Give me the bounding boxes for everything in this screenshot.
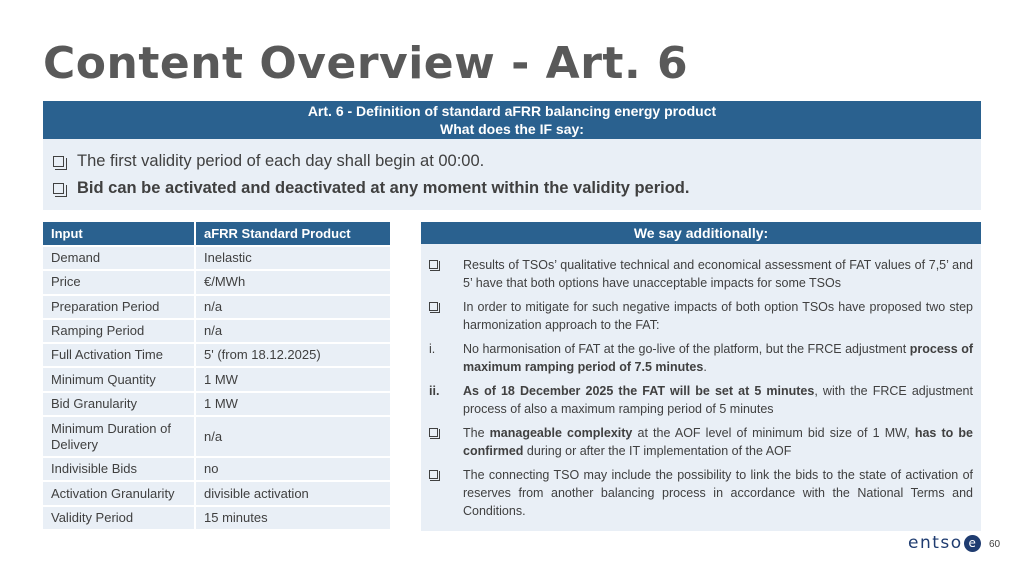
table-cell: n/a [195, 319, 390, 343]
list-item [429, 298, 973, 334]
list-item-text [463, 340, 973, 376]
table-row [43, 343, 390, 367]
entsoe-logo [908, 533, 981, 553]
text-span: , with the FRCE adjustment process of also a maximum ramping period of 5 minutes [463, 384, 973, 416]
list-item-text: In order to mitigate for such negative impacts of both option TSOs have proposed two step harmonization approach to the FAT: [463, 300, 973, 332]
list-item [429, 256, 973, 292]
page-number: 60 [989, 539, 1001, 550]
definition-header [43, 101, 981, 139]
list-item-text [463, 382, 973, 418]
product-table [43, 222, 390, 531]
text-span: The [463, 426, 490, 440]
text-span: at the AOF level of minimum bid size of 1 MW, [632, 426, 915, 440]
table-cell: Minimum Duration of Delivery [43, 416, 195, 457]
table-cell: €/MWh [195, 270, 390, 294]
list-item [429, 340, 973, 376]
list-item-text: The connecting TSO may include the possibility to link the bids to the state of activation of reserves from another balancing process in accordance with the National Terms and Conditions. [463, 468, 973, 518]
additional-header: We say additionally: [421, 222, 981, 244]
bold-span: has to be confirmed [463, 426, 974, 458]
table-cell: Inelastic [195, 246, 390, 270]
text-span: during or after the IT implementation of the AOF [523, 444, 792, 458]
definition-header-title: Art. 6 - Definition of standard aFRR balancing energy product [307, 103, 717, 119]
additional-body [421, 244, 981, 520]
list-item [429, 424, 973, 460]
definition-header-subtitle: What does the IF say: [440, 121, 584, 137]
logo-mark-icon: e [964, 535, 981, 552]
definition-body [43, 139, 981, 210]
list-item [429, 382, 973, 418]
table-row [43, 506, 390, 530]
table-row [43, 392, 390, 416]
table-cell: Full Activation Time [43, 343, 195, 367]
table-cell: Bid Granularity [43, 392, 195, 416]
table-row [43, 319, 390, 343]
checkbox-bullet-icon [53, 156, 64, 167]
list-item-text [463, 424, 973, 460]
checkbox-bullet-icon [53, 183, 64, 194]
table-row [43, 481, 390, 505]
table-header-row [43, 222, 390, 246]
table-cell: Validity Period [43, 506, 195, 530]
page-title: Content Overview - Art. 6 [43, 38, 689, 89]
additional-box [421, 222, 981, 531]
list-item-text: Results of TSOs’ qualitative technical and economical assessment of FAT values of 7,5’ and 5’ have that both options have unacceptable impacts for some TSOs [463, 258, 973, 290]
definition-bullet-text: The first validity period of each day shall begin at 00:00. [77, 152, 485, 170]
logo-text: entso [908, 533, 963, 553]
table-cell: 1 MW [195, 392, 390, 416]
bold-span: As of 18 December 2025 the FAT will be set at 5 minutes [463, 384, 815, 398]
definition-bullet-text: Bid can be activated and deactivated at any moment within the validity period. [77, 179, 690, 197]
checkbox-bullet-icon [429, 260, 438, 269]
bold-span: process of maximum ramping period of 7.5 minutes [463, 342, 973, 374]
table-cell: 1 MW [195, 367, 390, 391]
table-cell: no [195, 457, 390, 481]
table-cell: Activation Granularity [43, 481, 195, 505]
table-cell: n/a [195, 295, 390, 319]
table-row [43, 246, 390, 270]
text-span: . [703, 360, 707, 374]
definition-bullet [53, 175, 981, 202]
table-cell: Price [43, 270, 195, 294]
bold-span: manageable complexity [489, 426, 633, 440]
table-row [43, 367, 390, 391]
column-header-product: aFRR Standard Product [195, 222, 390, 246]
table-cell: 15 minutes [195, 506, 390, 530]
checkbox-bullet-icon [429, 302, 438, 311]
definition-box [43, 101, 981, 210]
table-cell: 5' (from 18.12.2025) [195, 343, 390, 367]
table-cell: Preparation Period [43, 295, 195, 319]
checkbox-bullet-icon [429, 428, 438, 437]
table-row [43, 270, 390, 294]
table-cell: Ramping Period [43, 319, 195, 343]
table-row [43, 416, 390, 457]
roman-numeral-marker: ii. [429, 384, 440, 398]
checkbox-bullet-icon [429, 470, 438, 479]
column-header-input: Input [43, 222, 195, 246]
text-span: No harmonisation of FAT at the go-live of the platform, but the FRCE adjustment [463, 342, 907, 356]
list-item [429, 466, 973, 520]
table-cell: n/a [195, 416, 390, 457]
table-row [43, 457, 390, 481]
table-cell: divisible activation [195, 481, 390, 505]
table-row [43, 295, 390, 319]
table-cell: Minimum Quantity [43, 367, 195, 391]
table-cell: Indivisible Bids [43, 457, 195, 481]
roman-numeral-marker: i. [429, 342, 436, 356]
definition-bullet [53, 148, 981, 175]
table-cell: Demand [43, 246, 195, 270]
